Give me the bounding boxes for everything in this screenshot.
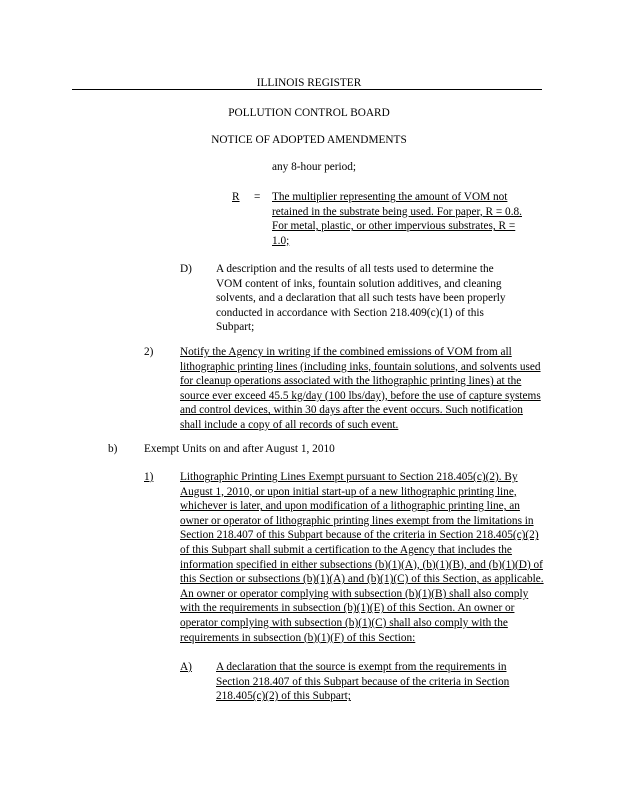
item-2-label: 2) <box>144 346 154 358</box>
notice-title: NOTICE OF ADOPTED AMENDMENTS <box>211 134 407 146</box>
item-b-text: Exempt Units on and after August 1, 2010 <box>144 443 335 455</box>
r-equals: = <box>254 191 261 203</box>
r-symbol: R <box>232 191 240 203</box>
item-d-text: A description and the results of all tests used to determine the VOM content of inks, fountain solution additives, and cleaning solvents, and a declaration that all such tests have been properly conducted in accordance with Section 218.409(c)(1) of this Subpart; <box>216 263 506 334</box>
r-definition: The multiplier representing the amount of VOM not retained in the substrate being used. For paper, R = 0.8. For metal, plastic, or other impervious substrates, R = 1.0; <box>272 191 522 247</box>
item-b1a-label: A) <box>180 661 192 673</box>
period-line: any 8-hour period; <box>272 161 357 173</box>
header-rule <box>72 89 542 90</box>
item-b1-text: Lithographic Printing Lines Exempt pursuant to Section 218.405(c)(2). By August 1, 2010, or upon initial start-up of a new lithographic printing line, whichever is later, and upon modification of a lithographic printing line, an owner or operator of lithographic printing lines exempt from the limitations in Section 218.407 of this Subpart because of the criteria in Section 218.405(c)(2) of this Subpart shall submit a certification to the Agency that includes the information specified in either subsections (b)(1)(A), (b)(1)(B), and (b)(1)(D) of this Section or subsections (b)(1)(A) and (b)(1)(C) of this Section, as applicable. An owner or operator complying with subsection (b)(1)(B) shall also comply with the requirements in subsection (b)(1)(E) of this Section. An owner or operator complying with subsection (b)(1)(C) shall also comply with the requirements in subsection (b)(1)(F) of this Section: <box>180 471 544 644</box>
item-2-text: Notify the Agency in writing if the combined emissions of VOM from all lithographic printing lines (including inks, fountain solutions, and solvents used for cleanup operations associated with the lithographic printing lines) at the source ever exceed 45.5 kg/day (100 lbs/day), before the use of capture systems and control devices, within 30 days after the event occurs. Such notification shall include a copy of all records of such event. <box>180 346 541 431</box>
board-title: POLLUTION CONTROL BOARD <box>228 107 390 119</box>
item-d-label: D) <box>180 263 192 275</box>
item-b-label: b) <box>108 443 118 455</box>
register-title: ILLINOIS REGISTER <box>256 77 362 89</box>
item-b1a-text: A declaration that the source is exempt from the requirements in Section 218.407 of this Subpart because of the criteria in Section 218.405(c)(2) of this Subpart; <box>216 661 510 703</box>
item-b1-label: 1) <box>144 471 154 483</box>
